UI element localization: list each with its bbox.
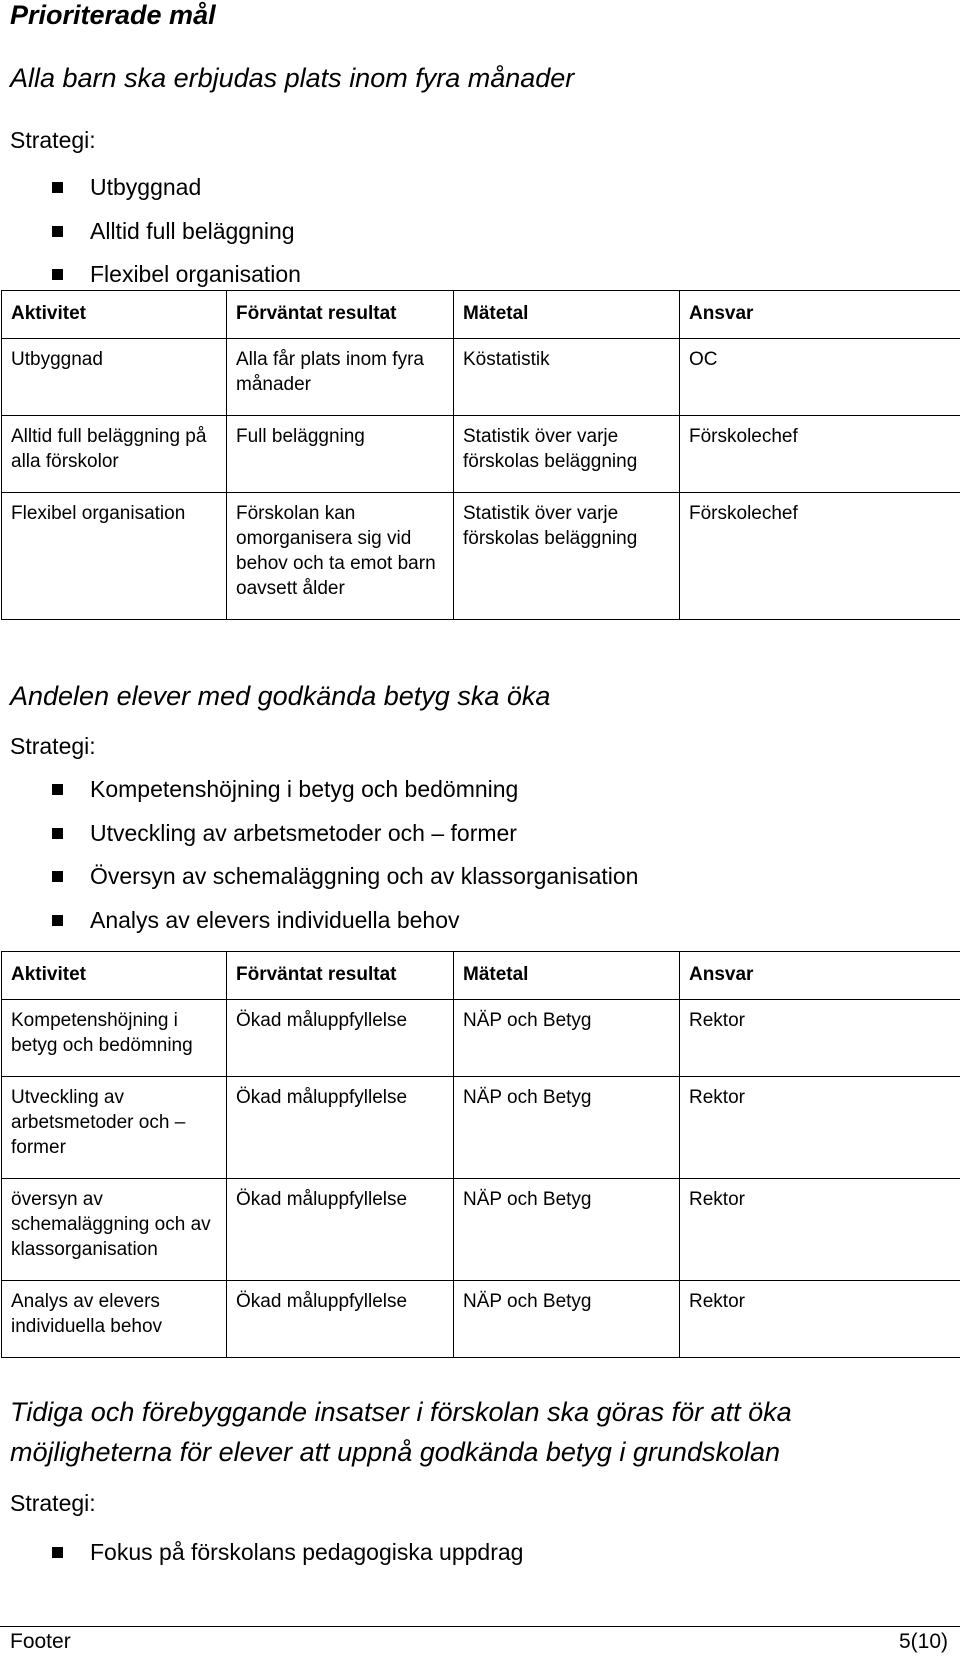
table-cell: OC <box>680 339 960 416</box>
strategy-list-1 <box>0 166 301 297</box>
header-cell: Mätetal <box>454 952 680 1000</box>
footer-text: Footer <box>10 1630 71 1653</box>
table-cell: Flexibel organisation <box>2 493 227 620</box>
table-cell: NÄP och Betyg <box>454 1179 680 1281</box>
header-cell: Förväntat resultat <box>227 952 454 1000</box>
strategy-item: Flexibel organisation <box>0 253 301 297</box>
strategy-item: Kompetenshöjning i betyg och bedömning <box>0 768 638 812</box>
header-cell: Aktivitet <box>2 291 227 339</box>
table-cell: översyn av schemaläggning och av klassorganisation <box>2 1179 227 1281</box>
table-row <box>2 1281 960 1358</box>
page-number: 5(10) <box>898 1630 948 1653</box>
table-row <box>2 1000 960 1077</box>
table-cell: Förskolechef <box>680 416 960 493</box>
goal-heading-2: Andelen elever med godkända betyg ska öka <box>10 681 551 711</box>
strategy-item: Analys av elevers individuella behov <box>0 899 638 943</box>
table-cell: Full beläggning <box>227 416 454 493</box>
table-cell: Ökad måluppfyllelse <box>227 1000 454 1077</box>
table-cell: Kompetenshöjning i betyg och bedömning <box>2 1000 227 1077</box>
table-cell: Alltid full beläggning på alla förskolor <box>2 416 227 493</box>
table-row <box>2 493 960 620</box>
table-cell: NÄP och Betyg <box>454 1281 680 1358</box>
header-cell: Ansvar <box>680 291 960 339</box>
table-cell: Utbyggnad <box>2 339 227 416</box>
activity-table-1 <box>1 290 960 620</box>
table-row <box>2 339 960 416</box>
table-cell: Ökad måluppfyllelse <box>227 1179 454 1281</box>
strategy-label-1: Strategi: <box>10 127 96 153</box>
square-bullet-icon <box>52 269 63 280</box>
strategy-item: Fokus på förskolans pedagogiska uppdrag <box>0 1531 523 1575</box>
table-cell: Statistik över varje förskolas beläggning <box>454 493 680 620</box>
table-cell: Utveckling av arbetsmetoder och – former <box>2 1077 227 1179</box>
table-cell: Rektor <box>680 1077 960 1179</box>
page-title: Prioriterade mål <box>10 0 216 30</box>
square-bullet-icon <box>52 828 63 839</box>
header-cell: Aktivitet <box>2 952 227 1000</box>
table-cell: NÄP och Betyg <box>454 1077 680 1179</box>
table-cell: Ökad måluppfyllelse <box>227 1281 454 1358</box>
table-cell: Köstatistik <box>454 339 680 416</box>
strategy-item: Utbyggnad <box>0 166 301 210</box>
table-cell: Analys av elevers individuella behov <box>2 1281 227 1358</box>
square-bullet-icon <box>52 915 63 926</box>
table-cell: Förskolan kan omorganisera sig vid behov och ta emot barn oavsett ålder <box>227 493 454 620</box>
square-bullet-icon <box>52 1547 63 1558</box>
table-cell: Rektor <box>680 1281 960 1358</box>
square-bullet-icon <box>52 784 63 795</box>
header-cell: Förväntat resultat <box>227 291 454 339</box>
goal-heading-1: Alla barn ska erbjudas plats inom fyra månader <box>10 63 575 93</box>
footer-divider <box>0 1626 960 1627</box>
activity-table-2 <box>1 951 960 1358</box>
strategy-item: Alltid full beläggning <box>0 210 301 254</box>
strategy-list-3 <box>0 1531 523 1575</box>
table-header-row <box>2 952 960 1000</box>
table-cell: Alla får plats inom fyra månader <box>227 339 454 416</box>
strategy-label-2: Strategi: <box>10 733 96 759</box>
table-row <box>2 1077 960 1179</box>
strategy-label-3: Strategi: <box>10 1490 96 1516</box>
table-cell: Rektor <box>680 1179 960 1281</box>
strategy-item: Översyn av schemaläggning och av klassorganisation <box>0 855 638 899</box>
square-bullet-icon <box>52 871 63 882</box>
table-cell: Ökad måluppfyllelse <box>227 1077 454 1179</box>
goal-heading-3: Tidiga och förebyggande insatser i förskolan ska göras för att öka möjligheterna för elever att uppnå godkända betyg i grundskolan <box>10 1397 792 1467</box>
strategy-list-2 <box>0 768 638 942</box>
square-bullet-icon <box>52 226 63 237</box>
square-bullet-icon <box>52 182 63 193</box>
strategy-item: Utveckling av arbetsmetoder och – former <box>0 812 638 856</box>
table-cell: Förskolechef <box>680 493 960 620</box>
table-cell: Statistik över varje förskolas beläggning <box>454 416 680 493</box>
header-cell: Mätetal <box>454 291 680 339</box>
table-header-row <box>2 291 960 339</box>
table-cell: NÄP och Betyg <box>454 1000 680 1077</box>
header-cell: Ansvar <box>680 952 960 1000</box>
table-cell: Rektor <box>680 1000 960 1077</box>
table-row <box>2 416 960 493</box>
table-row <box>2 1179 960 1281</box>
